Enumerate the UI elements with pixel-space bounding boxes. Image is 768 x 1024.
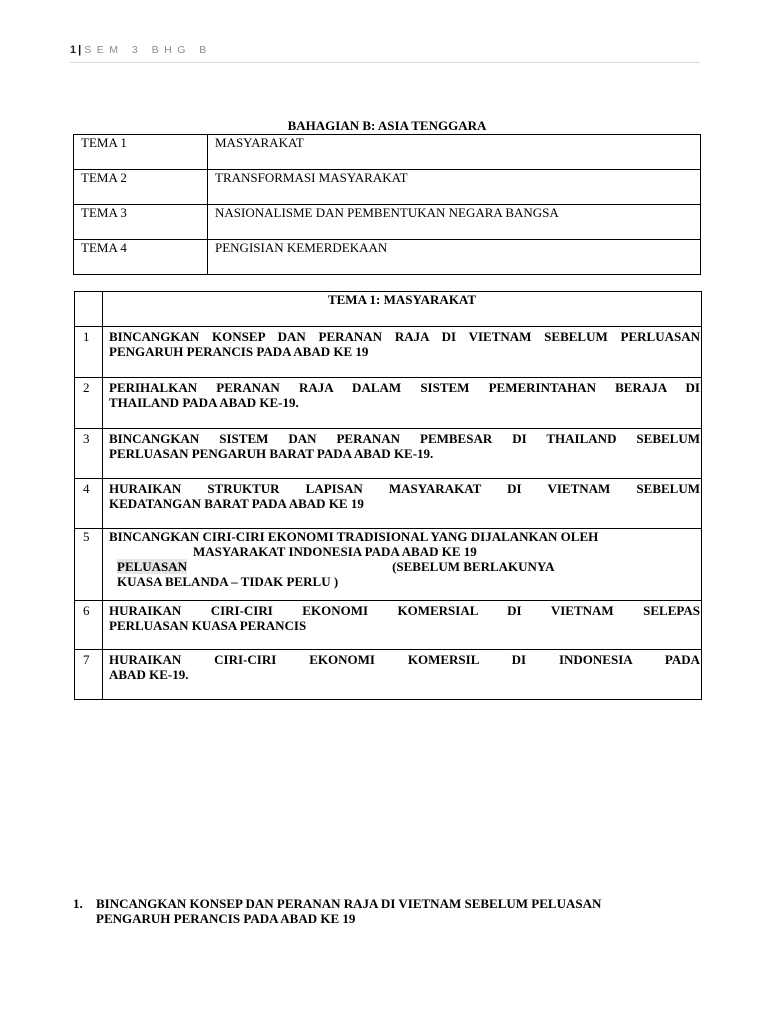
question-line: HURAIKAN STRUKTUR LAPISAN MASYARAKAT DI VIETNAM SEBELUM (109, 481, 700, 496)
question-text (103, 601, 702, 650)
question-line: THAILAND PADA ABAD KE-19. (109, 395, 299, 410)
table-row (75, 378, 702, 429)
table-row (75, 479, 702, 529)
question-line: KEDATANGAN BARAT PADA ABAD KE 19 (109, 496, 364, 511)
questions-header: TEMA 1: MASYARAKAT (103, 292, 702, 327)
tema-row (74, 240, 701, 275)
tema-row (74, 170, 701, 205)
question-number: 1 (75, 327, 103, 378)
questions-table (74, 291, 702, 700)
table-row (75, 601, 702, 650)
question-text (103, 529, 702, 601)
tema-row (74, 135, 701, 170)
question-line: HURAIKAN CIRI-CIRI EKONOMI KOMERSIL DI INDONESIA PADA (109, 652, 700, 667)
question-line-part: (SEBELUM BERLAKUNYA (392, 559, 555, 574)
tema-name: MASYARAKAT (208, 135, 701, 170)
table-row (75, 327, 702, 378)
question-line: BINCANGKAN CIRI-CIRI EKONOMI TRADISIONAL YANG DIJALANKAN OLEH (109, 529, 599, 544)
header-section: SEM 3 BHG B (84, 44, 212, 56)
tema-label: TEMA 2 (74, 170, 208, 205)
header-separator: | (78, 44, 82, 56)
question-text (103, 429, 702, 479)
questions-header-row (75, 292, 702, 327)
tema-name: PENGISIAN KEMERDEKAAN (208, 240, 701, 275)
bottom-question-line: BINCANGKAN KONSEP DAN PERANAN RAJA DI VIETNAM SEBELUM PELUASAN (96, 896, 602, 911)
question-line: PENGARUH PERANCIS PADA ABAD KE 19 (109, 344, 369, 359)
question-text (103, 650, 702, 700)
question-line: PERLUASAN PENGARUH BARAT PADA ABAD KE-19. (109, 446, 434, 461)
bottom-question-line: PENGARUH PERANCIS PADA ABAD KE 19 (96, 911, 356, 926)
question-line: KUASA BELANDA – TIDAK PERLU ) (117, 574, 339, 589)
question-text (103, 327, 702, 378)
question-line: PERLUASAN KUASA PERANCIS (109, 618, 307, 633)
question-text (103, 479, 702, 529)
document-title: BAHAGIAN B: ASIA TENGGARA (287, 118, 487, 133)
question-line: HURAIKAN CIRI-CIRI EKONOMI KOMERSIAL DI VIETNAM SELEPAS (109, 603, 700, 618)
tema-row (74, 205, 701, 240)
question-number: 4 (75, 479, 103, 529)
question-line (109, 559, 700, 574)
question-number: 6 (75, 601, 103, 650)
question-line: ABAD KE-19. (109, 667, 189, 682)
question-line: MASYARAKAT INDONESIA PADA ABAD KE 19 (193, 544, 477, 559)
tema-name: NASIONALISME DAN PEMBENTUKAN NEGARA BANGSA (208, 205, 701, 240)
question-number: 2 (75, 378, 103, 429)
header-empty-cell (75, 292, 103, 327)
tema-table (73, 134, 701, 275)
highlighted-word: PELUASAN (117, 559, 188, 574)
bottom-question (73, 896, 673, 926)
question-line: BINCANGKAN KONSEP DAN PERANAN RAJA DI VIETNAM SEBELUM PERLUASAN (109, 329, 700, 344)
tema-label: TEMA 1 (74, 135, 208, 170)
question-text (103, 378, 702, 429)
question-line: PERIHALKAN PERANAN RAJA DALAM SISTEM PEMERINTAHAN BERAJA DI (109, 380, 700, 395)
question-number: 3 (75, 429, 103, 479)
table-row (75, 650, 702, 700)
table-row (75, 529, 702, 601)
table-row (75, 429, 702, 479)
question-line: BINCANGKAN SISTEM DAN PERANAN PEMBESAR DI THAILAND SEBELUM (109, 431, 700, 446)
page-header (70, 44, 700, 63)
question-number: 7 (75, 650, 103, 700)
tema-label: TEMA 4 (74, 240, 208, 275)
question-number: 5 (75, 529, 103, 601)
tema-name: TRANSFORMASI MASYARAKAT (208, 170, 701, 205)
page-number: 1 (70, 44, 77, 56)
bottom-question-number: 1. (73, 896, 83, 911)
tema-label: TEMA 3 (74, 205, 208, 240)
